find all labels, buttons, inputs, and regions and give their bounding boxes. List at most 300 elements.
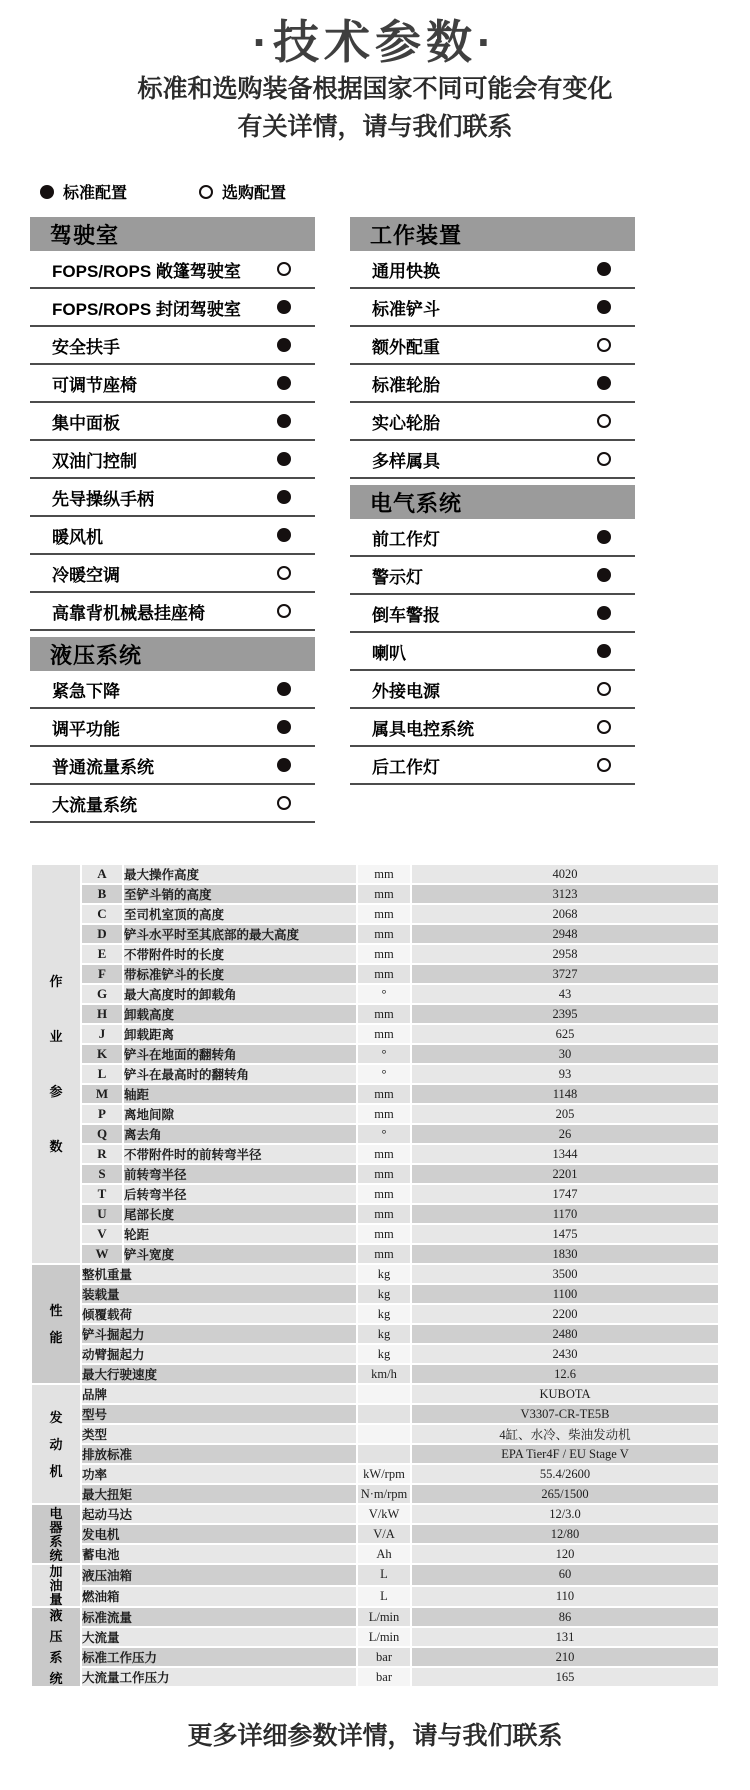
spec-unit: mm	[358, 1185, 410, 1203]
spec-label: 动臂掘起力	[82, 1345, 356, 1363]
optional-dot-icon	[277, 262, 291, 276]
spec-unit: V/A	[358, 1525, 410, 1543]
optional-dot-icon	[199, 185, 213, 199]
spec-row	[32, 1425, 718, 1443]
spec-row	[32, 905, 718, 923]
spec-row	[32, 1668, 718, 1686]
section-items	[350, 519, 635, 785]
page-subtitle-line2: 有关详情，请与我们联系	[237, 113, 513, 141]
standard-dot-icon	[277, 338, 291, 352]
optional-dot-icon	[277, 604, 291, 618]
spec-dim-letter: R	[82, 1145, 122, 1163]
standard-dot-icon	[597, 300, 611, 314]
optional-dot-icon	[597, 682, 611, 696]
spec-label: 后转弯半径	[124, 1185, 356, 1203]
standard-dot-icon	[277, 414, 291, 428]
spec-label: 带标准铲斗的长度	[124, 965, 356, 983]
spec-value: 12/3.0	[412, 1505, 718, 1523]
spec-label: 最大行驶速度	[82, 1365, 356, 1383]
spec-unit: mm	[358, 965, 410, 983]
spec-row	[32, 1565, 718, 1585]
spec-label: 标准工作压力	[82, 1648, 356, 1666]
spec-unit: mm	[358, 1005, 410, 1023]
config-item-label: 喇叭	[372, 643, 406, 663]
config-item	[30, 517, 315, 555]
config-item	[30, 747, 315, 785]
spec-row	[32, 1325, 718, 1343]
section-title: 液压系统	[50, 642, 143, 668]
spec-label: 蓄电池	[82, 1545, 356, 1563]
spec-unit: mm	[358, 865, 410, 883]
spec-row	[32, 1445, 718, 1463]
config-item-label: 集中面板	[52, 413, 120, 433]
optional-dot-icon	[277, 796, 291, 810]
spec-label: 尾部长度	[124, 1205, 356, 1223]
spec-unit: kg	[358, 1345, 410, 1363]
spec-value: 93	[412, 1065, 718, 1083]
standard-dot-icon	[597, 606, 611, 620]
spec-row	[32, 865, 718, 883]
config-item-label: 倒车警报	[372, 605, 440, 625]
config-item	[350, 671, 635, 709]
standard-dot-icon	[277, 452, 291, 466]
spec-unit	[358, 1425, 410, 1443]
config-item	[350, 289, 635, 327]
spec-row	[32, 985, 718, 1003]
spec-row	[32, 1345, 718, 1363]
config-item-label: 先导操纵手柄	[52, 489, 154, 509]
spec-value: 3500	[412, 1265, 718, 1283]
spec-value: 4020	[412, 865, 718, 883]
spec-value: 12.6	[412, 1365, 718, 1383]
spec-table-wrap	[30, 863, 750, 1688]
config-item-label: 紧急下降	[52, 681, 120, 701]
config-section	[350, 485, 635, 785]
config-item-label: 双油门控制	[52, 451, 137, 471]
config-item	[30, 785, 315, 823]
legend-standard-label: 标准配置	[63, 185, 128, 202]
config-item-label: 冷暖空调	[52, 565, 120, 585]
spec-dim-letter: P	[82, 1105, 122, 1123]
config-section	[30, 637, 315, 823]
spec-unit: mm	[358, 1025, 410, 1043]
page-subtitle-line1: 标准和选购装备根据国家不同可能会有变化	[137, 75, 613, 103]
standard-dot-icon	[597, 376, 611, 390]
spec-row	[32, 1005, 718, 1023]
config-item-label: 通用快换	[372, 261, 440, 281]
spec-value: 2200	[412, 1305, 718, 1323]
spec-unit: mm	[358, 925, 410, 943]
config-item-label: 普通流量系统	[52, 757, 154, 777]
legend-optional-label: 选购配置	[222, 185, 287, 202]
spec-unit: mm	[358, 885, 410, 903]
spec-row	[32, 1405, 718, 1423]
spec-label: 铲斗宽度	[124, 1245, 356, 1263]
config-item	[30, 593, 315, 631]
spec-dim-letter: L	[82, 1065, 122, 1083]
spec-value: 3727	[412, 965, 718, 983]
spec-label: 前转弯半径	[124, 1165, 356, 1183]
section-items	[350, 251, 635, 479]
standard-dot-icon	[277, 720, 291, 734]
spec-label: 液压油箱	[82, 1565, 356, 1585]
spec-row	[32, 1205, 718, 1223]
spec-row	[32, 1285, 718, 1303]
spec-unit: bar	[358, 1668, 410, 1686]
spec-label: 装载量	[82, 1285, 356, 1303]
spec-value: 1100	[412, 1285, 718, 1303]
spec-unit: L/min	[358, 1608, 410, 1626]
spec-value: 2480	[412, 1325, 718, 1343]
config-item	[30, 289, 315, 327]
config-item-label: 大流量系统	[52, 795, 137, 815]
config-item-label: 高靠背机械悬挂座椅	[52, 603, 205, 623]
spec-label: 倾覆载荷	[82, 1305, 356, 1323]
config-item-label: 调平功能	[52, 719, 120, 739]
spec-value: 1747	[412, 1185, 718, 1203]
spec-unit: N·m/rpm	[358, 1485, 410, 1503]
section-title: 工作装置	[370, 222, 463, 248]
spec-unit: L/min	[358, 1628, 410, 1646]
spec-label: 铲斗水平时至其底部的最大高度	[124, 925, 356, 943]
spec-label: 最大高度时的卸载角	[124, 985, 356, 1003]
spec-group-label: 性 能	[32, 1265, 80, 1383]
spec-row	[32, 1485, 718, 1503]
standard-dot-icon	[277, 528, 291, 542]
spec-row	[32, 1608, 718, 1626]
config-item	[350, 365, 635, 403]
config-item-label: 额外配重	[372, 337, 440, 357]
spec-group-label: 发 动 机	[32, 1385, 80, 1503]
spec-row	[32, 1185, 718, 1203]
spec-value: 1148	[412, 1085, 718, 1103]
spec-unit: mm	[358, 1205, 410, 1223]
config-item	[350, 251, 635, 289]
spec-row	[32, 1628, 718, 1646]
standard-dot-icon	[277, 490, 291, 504]
spec-row	[32, 1025, 718, 1043]
spec-dim-letter: U	[82, 1205, 122, 1223]
spec-label: 卸载距离	[124, 1025, 356, 1043]
config-item	[350, 403, 635, 441]
spec-dim-letter: S	[82, 1165, 122, 1183]
config-item-label: 前工作灯	[372, 529, 440, 549]
spec-label: 大流量工作压力	[82, 1668, 356, 1686]
spec-label: 至铲斗销的高度	[124, 885, 356, 903]
spec-unit: Ah	[358, 1545, 410, 1563]
spec-value: 205	[412, 1105, 718, 1123]
spec-label: 不带附件时的长度	[124, 945, 356, 963]
spec-row	[32, 1365, 718, 1383]
spec-value: 2395	[412, 1005, 718, 1023]
config-item	[30, 327, 315, 365]
spec-row	[32, 1245, 718, 1263]
config-item	[30, 441, 315, 479]
spec-value: 1475	[412, 1225, 718, 1243]
config-item	[30, 555, 315, 593]
standard-dot-icon	[597, 262, 611, 276]
spec-row	[32, 1587, 718, 1607]
legend-standard	[40, 180, 127, 203]
spec-label: 标准流量	[82, 1608, 356, 1626]
spec-unit: mm	[358, 1165, 410, 1183]
spec-value: 4缸、水冷、柴油发动机	[412, 1425, 718, 1443]
spec-unit: kg	[358, 1265, 410, 1283]
legend-optional	[199, 180, 286, 203]
config-section	[30, 217, 315, 631]
config-item	[30, 403, 315, 441]
config-item	[350, 595, 635, 633]
spec-group-label: 作 业 参 数	[32, 865, 80, 1263]
spec-label: 功率	[82, 1465, 356, 1483]
spec-unit: km/h	[358, 1365, 410, 1383]
spec-value: 1830	[412, 1245, 718, 1263]
spec-unit: mm	[358, 905, 410, 923]
spec-value: 55.4/2600	[412, 1465, 718, 1483]
config-item	[350, 633, 635, 671]
spec-value: 12/80	[412, 1525, 718, 1543]
spec-value: 625	[412, 1025, 718, 1043]
spec-label: 最大操作高度	[124, 865, 356, 883]
config-item	[350, 519, 635, 557]
section-header	[30, 637, 315, 671]
spec-value: 165	[412, 1668, 718, 1686]
spec-value: 2958	[412, 945, 718, 963]
config-item-label: FOPS/ROPS 敞篷驾驶室	[52, 261, 241, 281]
spec-label: 起动马达	[82, 1505, 356, 1523]
config-item	[30, 479, 315, 517]
spec-row	[32, 1145, 718, 1163]
section-items	[30, 671, 315, 823]
spec-row	[32, 925, 718, 943]
optional-dot-icon	[277, 566, 291, 580]
standard-dot-icon	[597, 568, 611, 582]
spec-row	[32, 1505, 718, 1523]
spec-unit	[358, 1405, 410, 1423]
config-item	[30, 709, 315, 747]
spec-dim-letter: G	[82, 985, 122, 1003]
section-items	[30, 251, 315, 631]
spec-unit: kg	[358, 1325, 410, 1343]
spec-row	[32, 1648, 718, 1666]
spec-value: 131	[412, 1628, 718, 1646]
spec-label: 燃油箱	[82, 1587, 356, 1607]
spec-unit: mm	[358, 1245, 410, 1263]
spec-row	[32, 1165, 718, 1183]
spec-unit	[358, 1445, 410, 1463]
spec-group-label: 电 器 系 统	[32, 1505, 80, 1563]
config-item-label: 标准轮胎	[372, 375, 440, 395]
config-item	[350, 557, 635, 595]
config-item	[350, 441, 635, 479]
spec-dim-letter: C	[82, 905, 122, 923]
section-header	[350, 217, 635, 251]
spec-unit: V/kW	[358, 1505, 410, 1523]
config-item-label: 后工作灯	[372, 757, 440, 777]
legend	[40, 180, 750, 203]
page-title: ·技术参数·	[252, 16, 498, 68]
spec-unit: °	[358, 1065, 410, 1083]
config-item-label: 暖风机	[52, 527, 103, 547]
spec-value: 210	[412, 1648, 718, 1666]
standard-dot-icon	[277, 682, 291, 696]
spec-label: 铲斗在地面的翻转角	[124, 1045, 356, 1063]
spec-row	[32, 1465, 718, 1483]
spec-group-label: 加 油 量	[32, 1565, 80, 1606]
spec-value: EPA Tier4F / EU Stage V	[412, 1445, 718, 1463]
spec-label: 铲斗掘起力	[82, 1325, 356, 1343]
config-item-label: 实心轮胎	[372, 413, 440, 433]
spec-value: KUBOTA	[412, 1385, 718, 1403]
config-item-label: 安全扶手	[52, 337, 120, 357]
spec-dim-letter: A	[82, 865, 122, 883]
spec-label: 不带附件时的前转弯半径	[124, 1145, 356, 1163]
config-item	[350, 747, 635, 785]
spec-row	[32, 1385, 718, 1403]
spec-unit: °	[358, 985, 410, 1003]
spec-unit: mm	[358, 1225, 410, 1243]
spec-dim-letter: B	[82, 885, 122, 903]
spec-value: 3123	[412, 885, 718, 903]
spec-unit: mm	[358, 1105, 410, 1123]
section-header	[350, 485, 635, 519]
spec-unit: mm	[358, 1085, 410, 1103]
spec-unit: bar	[358, 1648, 410, 1666]
spec-row	[32, 1545, 718, 1563]
spec-unit: kg	[358, 1285, 410, 1303]
spec-dim-letter: J	[82, 1025, 122, 1043]
spec-label: 整机重量	[82, 1265, 356, 1283]
spec-unit: kg	[358, 1305, 410, 1323]
config-section	[350, 217, 635, 479]
spec-dim-letter: V	[82, 1225, 122, 1243]
spec-value: 1344	[412, 1145, 718, 1163]
spec-unit: kW/rpm	[358, 1465, 410, 1483]
spec-dim-letter: F	[82, 965, 122, 983]
spec-dim-letter: Q	[82, 1125, 122, 1143]
spec-dim-letter: H	[82, 1005, 122, 1023]
spec-row	[32, 1085, 718, 1103]
spec-unit: mm	[358, 945, 410, 963]
spec-row	[32, 965, 718, 983]
optional-dot-icon	[597, 452, 611, 466]
optional-dot-icon	[597, 338, 611, 352]
spec-label: 离去角	[124, 1125, 356, 1143]
spec-dim-letter: M	[82, 1085, 122, 1103]
spec-label: 大流量	[82, 1628, 356, 1646]
config-item-label: 警示灯	[372, 567, 423, 587]
spec-unit: L	[358, 1565, 410, 1585]
spec-unit: °	[358, 1125, 410, 1143]
config-item-label: 属具电控系统	[372, 719, 474, 739]
spec-value: 1170	[412, 1205, 718, 1223]
spec-label: 发电机	[82, 1525, 356, 1543]
spec-group-label: 液 压 系 统	[32, 1608, 80, 1686]
section-title: 驾驶室	[50, 222, 120, 248]
config-columns	[30, 217, 750, 829]
spec-row	[32, 1525, 718, 1543]
spec-label: 品牌	[82, 1385, 356, 1403]
config-item-label: 外接电源	[372, 681, 440, 701]
spec-value: 120	[412, 1545, 718, 1563]
spec-value: 265/1500	[412, 1485, 718, 1503]
spec-unit: mm	[358, 1145, 410, 1163]
spec-value: 30	[412, 1045, 718, 1063]
spec-value: 60	[412, 1565, 718, 1585]
config-item-label: 可调节座椅	[52, 375, 137, 395]
spec-value: 26	[412, 1125, 718, 1143]
config-item	[350, 327, 635, 365]
config-item-label: FOPS/ROPS 封闭驾驶室	[52, 299, 241, 319]
spec-row	[32, 1065, 718, 1083]
optional-dot-icon	[597, 720, 611, 734]
spec-unit: °	[358, 1045, 410, 1063]
spec-value: V3307-CR-TE5B	[412, 1405, 718, 1423]
spec-label: 铲斗在最高时的翻转角	[124, 1065, 356, 1083]
spec-row	[32, 1265, 718, 1283]
config-column-left	[30, 217, 315, 829]
spec-label: 排放标准	[82, 1445, 356, 1463]
spec-label: 轮距	[124, 1225, 356, 1243]
standard-dot-icon	[277, 376, 291, 390]
spec-row	[32, 1225, 718, 1243]
spec-value: 2068	[412, 905, 718, 923]
spec-value: 2948	[412, 925, 718, 943]
spec-table	[30, 863, 720, 1688]
spec-dim-letter: E	[82, 945, 122, 963]
spec-label: 离地间隙	[124, 1105, 356, 1123]
spec-row	[32, 885, 718, 903]
spec-value: 2430	[412, 1345, 718, 1363]
section-header	[30, 217, 315, 251]
config-item	[30, 671, 315, 709]
spec-row	[32, 1305, 718, 1323]
spec-label: 至司机室顶的高度	[124, 905, 356, 923]
section-title: 电气系统	[370, 490, 463, 516]
standard-dot-icon	[40, 185, 54, 199]
config-column-right	[350, 217, 635, 829]
spec-label: 型号	[82, 1405, 356, 1423]
spec-row	[32, 1105, 718, 1123]
optional-dot-icon	[597, 414, 611, 428]
footer-note: 更多详细参数详情，请与我们联系	[187, 1722, 563, 1750]
optional-dot-icon	[597, 758, 611, 772]
spec-dim-letter: W	[82, 1245, 122, 1263]
spec-dim-letter: K	[82, 1045, 122, 1063]
spec-row	[32, 1125, 718, 1143]
standard-dot-icon	[597, 644, 611, 658]
standard-dot-icon	[597, 530, 611, 544]
spec-label: 类型	[82, 1425, 356, 1443]
spec-value: 86	[412, 1608, 718, 1626]
spec-label: 轴距	[124, 1085, 356, 1103]
spec-value: 43	[412, 985, 718, 1003]
spec-label: 最大扭矩	[82, 1485, 356, 1503]
spec-dim-letter: T	[82, 1185, 122, 1203]
spec-label: 卸载高度	[124, 1005, 356, 1023]
standard-dot-icon	[277, 300, 291, 314]
config-item-label: 多样属具	[372, 451, 440, 471]
spec-unit: L	[358, 1587, 410, 1607]
standard-dot-icon	[277, 758, 291, 772]
spec-dim-letter: D	[82, 925, 122, 943]
config-item	[30, 365, 315, 403]
config-item-label: 标准铲斗	[372, 299, 440, 319]
config-item	[350, 709, 635, 747]
spec-value: 110	[412, 1587, 718, 1607]
config-item	[30, 251, 315, 289]
spec-row	[32, 945, 718, 963]
